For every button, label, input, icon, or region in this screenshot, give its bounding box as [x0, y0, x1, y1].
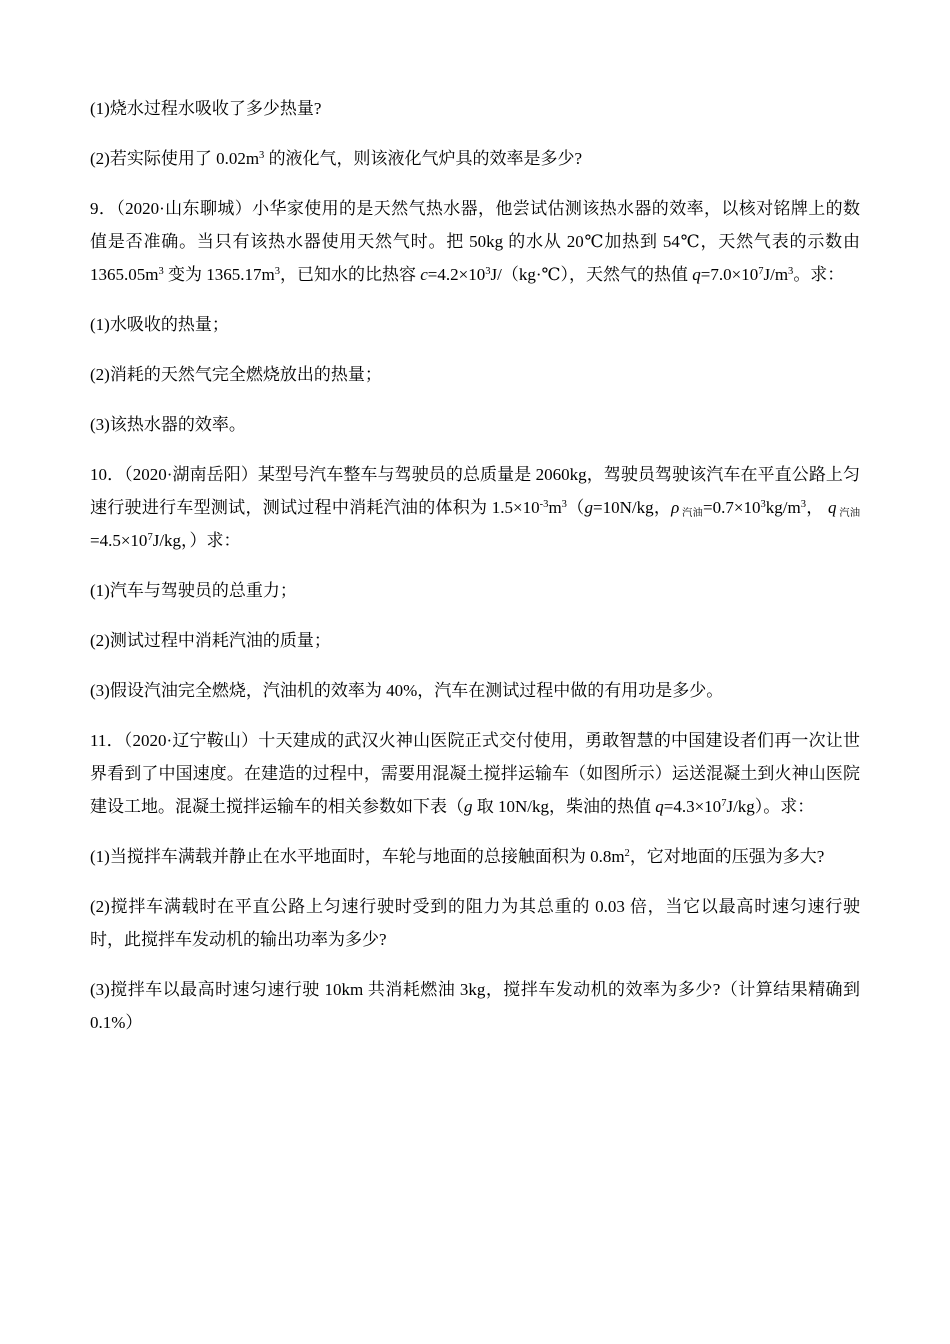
text-run: 2 — [624, 848, 630, 860]
text-run: 11．（2020·辽宁鞍山）十天建成的武汉火神山医院正式交付使用，勇敢智慧的中国建设者们再一次让世界看到了中国速度。在建造的过程中，需要用混凝土搅拌运输车（如图所示）运送混凝土到火神山医院建设工地。混凝土搅拌运输车的相关参数如下表（ — [90, 731, 860, 816]
text-run: kg/m — [765, 498, 801, 517]
paragraph — [90, 674, 860, 707]
text-run: (1)当搅拌车满载并静止在水平地面时，车轮与地面的总接触面积为 0.8m — [90, 847, 625, 866]
paragraph — [90, 192, 860, 291]
text-run: m — [548, 498, 562, 517]
text-run: (3)该热水器的效率。 — [90, 415, 246, 434]
text-run: 3 — [274, 266, 280, 278]
text-run: 10．（2020·湖南岳阳）某型号汽车整车与驾驶员的总质量是 2060kg，驾驶员驾驶该汽车在平直公路上匀速行驶进行车型测试，测试过程中消耗汽油的体积为 1.5×10 — [90, 465, 860, 517]
text-run: =4.5×10 — [90, 531, 148, 550]
text-run: 汽油 — [679, 507, 704, 519]
text-run: =10N/kg， — [592, 498, 672, 517]
paragraph — [90, 624, 860, 657]
text-run: J/kg，）求： — [152, 531, 241, 550]
text-run: g — [584, 498, 593, 517]
text-run: (3)假设汽油完全燃烧，汽油机的效率为 40%，汽车在测试过程中做的有用功是多少。 — [90, 681, 724, 700]
paragraph — [90, 92, 860, 125]
text-run: ， — [805, 498, 829, 517]
text-run: 取 10N/kg，柴油的热值 — [472, 797, 656, 816]
text-run: (1)汽车与驾驶员的总重力； — [90, 581, 297, 600]
text-run: =7.0×10 — [700, 265, 759, 284]
document-body — [90, 92, 860, 1039]
paragraph — [90, 890, 860, 956]
text-run: 。求： — [793, 265, 845, 284]
text-run: J/m — [763, 265, 789, 284]
text-run: q — [828, 498, 837, 517]
text-run: J/（kg·℃），天然气的热值 — [490, 265, 693, 284]
text-run: (2)若实际使用了 0.02m — [90, 149, 260, 168]
text-run: 3 — [760, 499, 766, 511]
text-run: 汽油 — [836, 507, 861, 519]
paragraph — [90, 142, 860, 175]
text-run: 的液化气，则该液化气炉具的效率是多少? — [264, 149, 583, 168]
text-run: ，它对地面的压强为多大? — [629, 847, 825, 866]
text-run: (1)水吸收的热量； — [90, 315, 229, 334]
text-run: q — [655, 797, 664, 816]
paragraph — [90, 458, 860, 557]
text-run: 9．（2020·山东聊城）小华家使用的是天然气热水器，他尝试估测该热水器的效率，以核对铭牌上的数值是否准确。当只有该热水器使用天然气时。把 50kg 的水从 20℃加热到 54℃，天然气表的示数由 1365.05m — [90, 199, 860, 284]
text-run: （ — [566, 498, 585, 517]
text-run: (1)烧水过程水吸收了多少热量? — [90, 99, 322, 118]
text-run: =4.2×10 — [427, 265, 486, 284]
paragraph — [90, 308, 860, 341]
paragraph — [90, 574, 860, 607]
paragraph — [90, 358, 860, 391]
text-run: =0.7×10 — [703, 498, 761, 517]
text-run: -3 — [539, 499, 549, 511]
paragraph — [90, 724, 860, 823]
text-run: ρ — [671, 498, 680, 517]
text-run: J/kg）。求： — [726, 797, 815, 816]
text-run: 3 — [485, 266, 491, 278]
text-run: 3 — [800, 499, 806, 511]
text-run: =4.3×10 — [663, 797, 722, 816]
paragraph — [90, 408, 860, 441]
text-run: 3 — [788, 266, 794, 278]
text-run: 变为 1365.17m — [163, 265, 275, 284]
paragraph — [90, 973, 860, 1039]
text-run: 3 — [561, 499, 567, 511]
text-run: (2)搅拌车满载时在平直公路上匀速行驶时受到的阻力为其总重的 0.03 倍，当它以最高时速匀速行驶时，此搅拌车发动机的输出功率为多少? — [90, 897, 860, 949]
text-run: (2)测试过程中消耗汽油的质量； — [90, 631, 331, 650]
text-run: 3 — [259, 150, 265, 162]
text-run: 7 — [758, 266, 764, 278]
text-run: (3)搅拌车以最高时速匀速行驶 10km 共消耗燃油 3kg，搅拌车发动机的效率为多少?（计算结果精确到 0.1%） — [90, 980, 860, 1032]
text-run: 3 — [158, 266, 164, 278]
text-run: 7 — [721, 798, 727, 810]
text-run: c — [420, 265, 428, 284]
text-run: ，已知水的比热容 — [280, 265, 421, 284]
text-run: g — [464, 797, 473, 816]
text-run: q — [692, 265, 701, 284]
text-run: (2)消耗的天然气完全燃烧放出的热量； — [90, 365, 382, 384]
paragraph — [90, 840, 860, 873]
text-run: 7 — [147, 532, 153, 544]
